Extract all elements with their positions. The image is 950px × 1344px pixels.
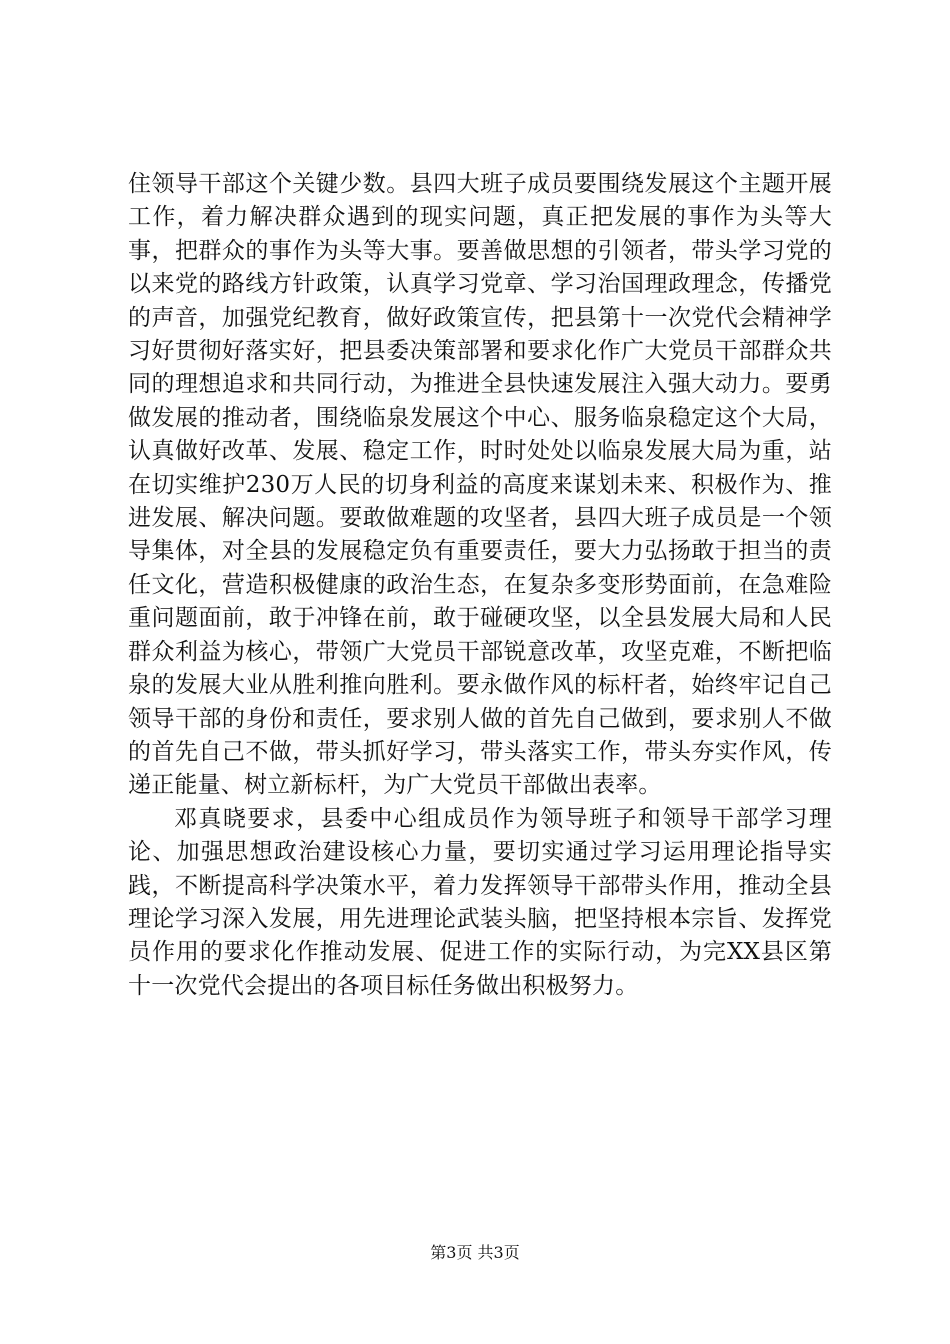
paragraph-continuation: 住领导干部这个关键少数。县四大班子成员要围绕发展这个主题开展工作，着力解决群众遇到的现实问题，真正把发展的事作为头等大事，把群众的事作为头等大事。要善做思想的引领者，带头学习党的以来党的路线方针政策，认真学习党章、学习治国理政理念，传播党的声音，加强党纪教育，做好政策宣传，把县第十一次党代会精神学习好贯彻好落实好，把县委决策部署和要求化作广大党员干部群众共同的理想追求和共同行动，为推进全县快速发展注入强大动力。要勇做发展的推动者，围绕临泉发展这个中心、服务临泉稳定这个大局，认真做好改革、发展、稳定工作，时时处处以临泉发展大局为重，站在切实维护230万人民的切身利益的高度来谋划未来、积极作为、推进发展、解决问题。要敢做难题的攻坚者，县四大班子成员是一个领导集体，对全县的发展稳定负有重要责任，要大力弘扬敢于担当的责任文化，营造积极健康的政治生态，在复杂多变形势面前，在急难险重问题面前，敢于冲锋在前，敢于碰硬攻坚，以全县发展大局和人民群众利益为核心，带领广大党员干部锐意改革，攻坚克难，不断把临泉的发展大业从胜利推向胜利。要永做作风的标杆者，始终牢记自己领导干部的身份和责任，要求别人做的首先自己做到，要求别人不做的首先自己不做，带头抓好学习，带头落实工作，带头夯实作风，传递正能量、树立新标杆，为广大党员干部做出表率。 <box>128 171 832 799</box>
page-number-footer: 第3页 共3页 <box>430 1243 520 1262</box>
paragraph-deng-zhenxiao: 邓真晓要求，县委中心组成员作为领导班子和领导干部学习理论、加强思想政治建设核心力量，要切实通过学习运用理论指导实践，不断提高科学决策水平，着力发挥领导干部带头作用，推动全县理论学习深入发展，用先进理论武装头脑，把坚持根本宗旨、发挥党员作用的要求化作推动发展、促进工作的实际行动，为完XX县区第十一次党代会提出的各项目标任务做出积极努力。 <box>128 805 832 999</box>
document-body <box>128 168 832 1003</box>
